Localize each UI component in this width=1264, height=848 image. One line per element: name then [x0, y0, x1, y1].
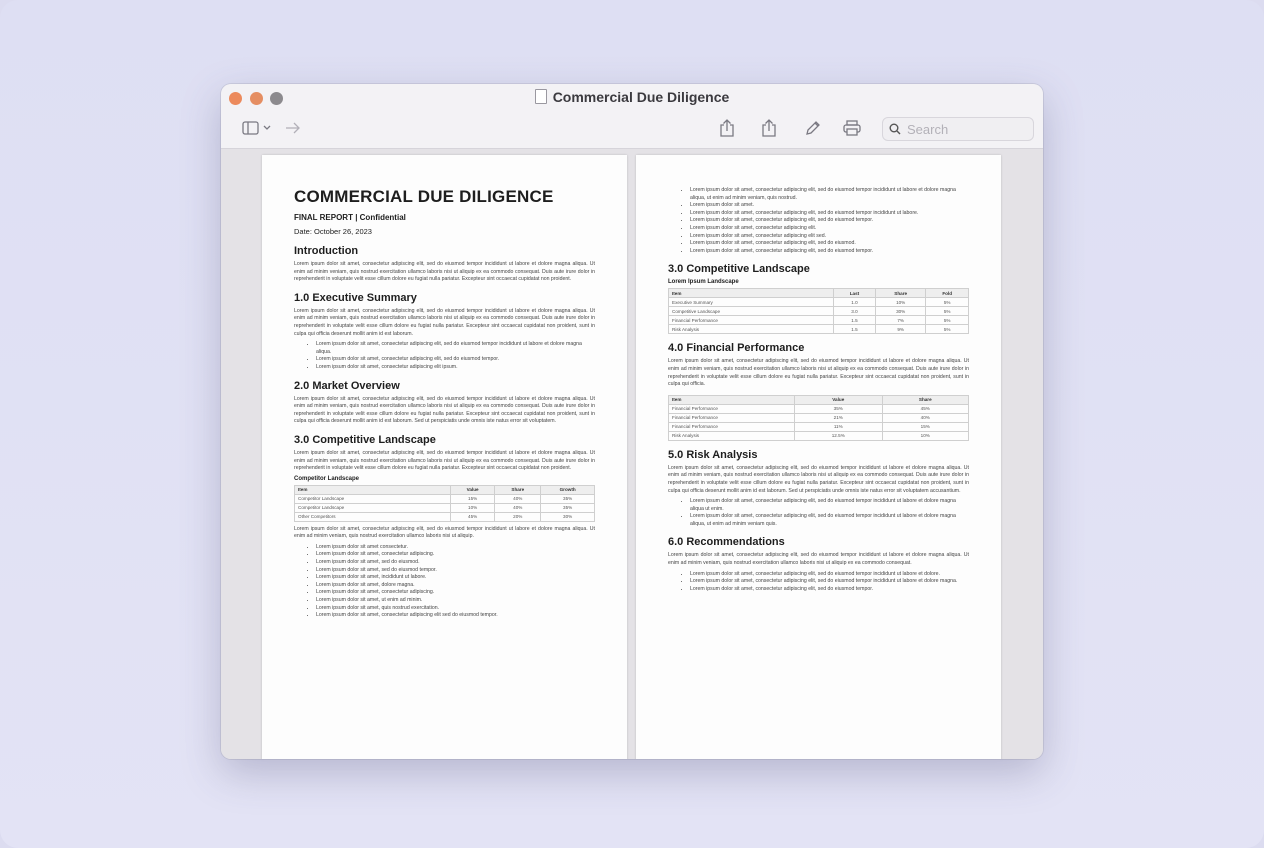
share-alt-icon: [761, 119, 777, 137]
landscape-table: [668, 288, 969, 334]
executive-summary-section: [294, 292, 595, 372]
search-icon: [889, 123, 901, 135]
preview-window: [221, 84, 1043, 759]
list-item: • Lorem ipsum dolor sit amet consectetur.: [316, 544, 595, 552]
search-input[interactable]: [905, 121, 1027, 138]
list-item: • Lorem ipsum dolor sit amet, consectetur adipiscing elit, sed do eiusmod tempor incididunt ut labore.: [690, 210, 969, 218]
table-cell: Financial Performance: [669, 404, 795, 413]
table-cell: 40%: [882, 413, 968, 422]
share-icon: [719, 119, 735, 137]
window-title-area: [221, 89, 1043, 105]
paragraph: Lorem ipsum dolor sit amet, consectetur adipiscing elit, sed do eiusmod tempor incididunt ut labore et dolore magna aliqua. Ut enim ad minim veniam, quis nostrud exercitation ullamco laboris nisi ut aliquip ex ea commodo consequat. Duis aute irure dolor in reprehenderit in voluptate velit esse cillum dolore eu fugiat nulla pariatur. Excepteur sint occaecat cupidatat non proident.: [294, 449, 595, 472]
table-cell: 1.0: [834, 298, 876, 307]
table-cell: 15%: [882, 422, 968, 431]
table-cell: Financial Performance: [669, 316, 834, 325]
section-heading: 4.0 Financial Performance: [668, 342, 805, 355]
paragraph: Lorem ipsum dolor sit amet, consectetur adipiscing elit, sed do eiusmod tempor incididunt ut labore et dolore magna aliqua. Ut enim ad minim veniam, quis nostrud exercitation ullamco laboris nisi ut aliquip ex ea commodo consequat. Duis aute irure dolor in reprehenderit in voluptate velit esse cillum dolore eu fugiat nulla pariatur. Excepteur sint occaecat cupidatat non proident.: [294, 261, 595, 283]
list-item: • Lorem ipsum dolor sit amet, dolore magna.: [316, 582, 595, 590]
table-cell: Executive Summary: [669, 298, 834, 307]
title-bar: [221, 84, 1043, 149]
chevron-down-icon: [263, 125, 271, 131]
table-cell: 12.5%: [795, 431, 883, 440]
table-cell: 10%: [875, 298, 925, 307]
table-cell: 5%: [926, 316, 969, 325]
table-row: [669, 431, 969, 440]
list-item: • Lorem ipsum dolor sit amet, consectetur adipiscing.: [316, 551, 595, 559]
list-item: • Lorem ipsum dolor sit amet, consectetur adipiscing elit, sed do eiusmod tempor.: [690, 248, 969, 256]
document-icon: [535, 89, 547, 104]
section-heading: 2.0 Market Overview: [294, 379, 400, 392]
financial-table: [668, 395, 969, 441]
bullet-list: [294, 544, 595, 620]
table-cell: Financial Performance: [669, 422, 795, 431]
markup-button[interactable]: [803, 118, 823, 138]
bullet-list: [294, 341, 595, 371]
document-title: COMMERCIAL DUE DILIGENCE: [294, 187, 554, 206]
table-cell: Other Competitors: [295, 512, 451, 521]
table-cell: 10%: [451, 503, 495, 512]
section-heading: 3.0 Competitive Landscape: [668, 263, 810, 276]
table-header: Value: [795, 395, 883, 404]
list-item: • Lorem ipsum dolor sit amet, quis nostrud exercitation.: [316, 605, 595, 613]
paragraph: Lorem ipsum dolor sit amet, consectetur adipiscing elit, sed do eiusmod tempor incididunt ut labore et dolore magna aliqua. Ut enim ad minim veniam, quis nostrud exercitation ullamco laboris nisi ut aliquip ex ea commodo consequat. Duis aute irure dolor in reprehenderit in voluptate velit esse cillum dolore eu fugiat nulla pariatur. Excepteur sint occaecat cupidatat non proident, sunt in culpa qui officia deserunt mollit anim id est laborum. Sed ut perspiciatis unde omnis iste natus error sit voluptatem.: [294, 395, 595, 425]
share-button[interactable]: [717, 118, 737, 138]
paragraph: Lorem ipsum dolor sit amet, consectetur adipiscing elit, sed do eiusmod tempor incididunt ut labore et dolore magna aliqua. Ut enim ad minim veniam, quis nostrud exercitation ullamco laboris nisi ut aliquip ex ea commodo consequat. Duis aute irure dolor in reprehenderit in voluptate velit esse cillum dolore eu fugiat nulla pariatur. Excepteur sint occaecat cupidatat non proident, sunt in culpa qui officia deserunt mollit anim id est laborum. Sed ut perspiciatis unde omnis iste natus error sit voluptatem accusantium.: [668, 464, 969, 494]
list-item: • Lorem ipsum dolor sit amet, consectetur adipiscing elit, sed do eiusmod tempor incididunt ut labore et dolore magna.: [690, 578, 969, 586]
section-heading: 3.0 Competitive Landscape: [294, 433, 436, 446]
paragraph: Lorem ipsum dolor sit amet, consectetur adipiscing elit, sed do eiusmod tempor incididunt ut labore et dolore magna aliqua. Ut enim ad minim veniam, quis nostrud exercitation ullamco laboris nisi ut aliquip.: [294, 525, 595, 540]
table-row: [295, 494, 595, 503]
list-item: • Lorem ipsum dolor sit amet, incididunt ut labore.: [316, 574, 595, 582]
risk-analysis-section: [668, 449, 969, 529]
table-cell: 30%: [875, 307, 925, 316]
list-item: • Lorem ipsum dolor sit amet, consectetur adipiscing elit sed.: [690, 233, 969, 241]
financial-performance-section: [668, 342, 969, 440]
list-item: • Lorem ipsum dolor sit amet, consectetur adipiscing elit ipsum.: [316, 364, 595, 372]
table-header-row: [295, 485, 595, 494]
list-item: • Lorem ipsum dolor sit amet.: [690, 202, 969, 210]
sidebar-toggle-icon: [242, 121, 260, 135]
table-cell: 30%: [541, 512, 595, 521]
table-row: [669, 298, 969, 307]
search-field[interactable]: [882, 117, 1034, 141]
forward-arrow-icon: [285, 122, 301, 134]
market-overview-section: [294, 380, 595, 426]
table-cell: 9%: [875, 325, 925, 334]
list-item: • Lorem ipsum dolor sit amet, consectetur adipiscing elit, sed do eiusmod tempor.: [690, 586, 969, 594]
table-cell: Competitor Landscape: [295, 503, 451, 512]
list-item: • Lorem ipsum dolor sit amet, consectetur adipiscing elit, sed do eiusmod tempor incididunt ut labore et dolore magna aliqua.: [316, 341, 595, 356]
table-row: [669, 316, 969, 325]
list-item: • Lorem ipsum dolor sit amet, sed do eiusmod tempor.: [316, 567, 595, 575]
table-row: [669, 307, 969, 316]
list-item: • Lorem ipsum dolor sit amet, consectetur adipiscing elit.: [690, 225, 969, 233]
table-cell: Risk Analysis: [669, 431, 795, 440]
table-cell: 7%: [875, 316, 925, 325]
list-item: • Lorem ipsum dolor sit amet, consectetur adipiscing elit, sed do eiusmod tempor incididunt ut labore et dolore magna aliqua, ut enim ad minim veniam quis.: [690, 513, 969, 528]
table-cell: 21%: [795, 413, 883, 422]
list-item: • Lorem ipsum dolor sit amet, sed do eiusmod.: [316, 559, 595, 567]
competitive-landscape-section: [294, 434, 595, 620]
table-cell: 3.0: [834, 307, 876, 316]
table-cell: 40%: [495, 494, 541, 503]
window-title: Commercial Due Diligence: [552, 89, 730, 105]
list-item: • Lorem ipsum dolor sit amet, consectetur adipiscing elit, sed do eiusmod tempor incididunt ut labore et dolore magna aliqua ut enim.: [690, 498, 969, 513]
section-heading: 1.0 Executive Summary: [294, 291, 417, 304]
printer-icon: [843, 120, 861, 136]
paragraph: Lorem ipsum dolor sit amet, consectetur adipiscing elit, sed do eiusmod tempor incididunt ut labore et dolore magna aliqua. Ut enim ad minim veniam, quis nostrud exercitation ullamco laboris nisi ut aliquip ex ea commodo consequat. Duis aute irure dolor in reprehenderit in voluptate velit esse cillum dolore eu fugiat nulla pariatur. Excepteur sint occaecat cupidatat non proident, sunt in culpa qui officia deserunt mollit anim id est laborum.: [294, 307, 595, 337]
forward-button[interactable]: [283, 118, 303, 138]
pencil-icon: [805, 120, 821, 136]
document-subtitle: FINAL REPORT | Confidential: [294, 213, 406, 222]
list-item: • Lorem ipsum dolor sit amet, ut enim ad minim.: [316, 597, 595, 605]
list-item: • Lorem ipsum dolor sit amet, consectetur adipiscing.: [316, 589, 595, 597]
table-cell: 11%: [795, 422, 883, 431]
document-date: Date: October 26, 2023: [294, 227, 372, 236]
table-cell: 40%: [495, 503, 541, 512]
competitor-table: [294, 485, 595, 522]
table-cell: 20%: [495, 512, 541, 521]
table-row: [669, 413, 969, 422]
table-row: [669, 325, 969, 334]
table-cell: 1.5: [834, 325, 876, 334]
table-cell: Competitive Landscape: [669, 307, 834, 316]
list-item: • Lorem ipsum dolor sit amet, consectetur adipiscing elit, sed do eiusmod tempor incididunt ut labore et dolore.: [690, 571, 969, 579]
table-cell: 35%: [795, 404, 883, 413]
table-cell: 35%: [541, 503, 595, 512]
recommendations-section: [668, 536, 969, 593]
list-item: • Lorem ipsum dolor sit amet, consectetur adipiscing elit, sed do eiusmod tempor incididunt ut labore et dolore magna aliqua, ut enim ad minim veniam, quis nostrud.: [690, 187, 969, 202]
table-header: Item: [669, 289, 834, 298]
table-header: Growth: [541, 485, 595, 494]
bullet-list: [668, 498, 969, 528]
section-heading: 5.0 Risk Analysis: [668, 448, 758, 461]
sidebar-toggle-button[interactable]: [239, 118, 273, 138]
introduction-section: [294, 245, 595, 284]
table-header-row: [669, 395, 969, 404]
table-header-row: [669, 289, 969, 298]
list-item: • Lorem ipsum dolor sit amet, consectetur adipiscing elit, sed do eiusmod.: [690, 240, 969, 248]
table-header: Share: [495, 485, 541, 494]
table-header: Last: [834, 289, 876, 298]
section-heading: Introduction: [294, 245, 359, 257]
bullet-list: [668, 187, 969, 255]
share-alt-button[interactable]: [759, 118, 779, 138]
table-cell: 15%: [451, 494, 495, 503]
table-cell: 1.5: [834, 316, 876, 325]
table-header: Share: [882, 395, 968, 404]
list-item: • Lorem ipsum dolor sit amet, consectetur adipiscing elit, sed do eiusmod tempor.: [690, 217, 969, 225]
table-cell: Financial Performance: [669, 413, 795, 422]
table-caption: Lorem Ipsum Landscape: [668, 279, 739, 286]
competitive-landscape-section: [668, 263, 969, 334]
table-row: [295, 503, 595, 512]
table-row: [669, 422, 969, 431]
table-row: [295, 512, 595, 521]
table-cell: Competitor Landscape: [295, 494, 451, 503]
document-viewer[interactable]: [221, 149, 1043, 759]
table-cell: 5%: [926, 307, 969, 316]
table-header: Item: [669, 395, 795, 404]
bullet-list: [668, 571, 969, 594]
table-cell: 5%: [926, 298, 969, 307]
table-header: Value: [451, 485, 495, 494]
list-item: • Lorem ipsum dolor sit amet, consectetur adipiscing elit, sed do eiusmod tempor.: [316, 356, 595, 364]
table-caption: Competitor Landscape: [294, 475, 360, 482]
table-cell: 10%: [882, 431, 968, 440]
table-row: [669, 404, 969, 413]
table-header: Fold: [926, 289, 969, 298]
paragraph: Lorem ipsum dolor sit amet, consectetur adipiscing elit, sed do eiusmod tempor incididunt ut labore et dolore magna aliqua. Ut enim ad minim veniam, quis nostrud exercitation ullamco laboris nisi ut aliquip ex ea commodo consequat. Duis aute irure dolor in reprehenderit in voluptate velit esse cillum dolore eu fugiat nulla pariatur. Excepteur sint occaecat cupidatat non proident, sunt in culpa qui officia.: [668, 358, 969, 388]
table-cell: 5%: [926, 325, 969, 334]
page-1: [262, 155, 627, 759]
table-cell: 45%: [882, 404, 968, 413]
page-2: [636, 155, 1001, 759]
table-cell: Risk Analysis: [669, 325, 834, 334]
table-cell: 35%: [541, 494, 595, 503]
print-button[interactable]: [841, 118, 863, 138]
table-header: Share: [875, 289, 925, 298]
table-header: Item: [295, 485, 451, 494]
section-heading: 6.0 Recommendations: [668, 536, 785, 549]
list-item: • Lorem ipsum dolor sit amet, consectetur adipiscing elit sed do eiusmod tempor.: [316, 612, 595, 620]
table-cell: 45%: [451, 512, 495, 521]
paragraph: Lorem ipsum dolor sit amet, consectetur adipiscing elit, sed do eiusmod tempor incididunt ut labore et dolore magna aliqua. Ut enim ad minim veniam, quis nostrud exercitation ullamco laboris nisi ut aliquip ex ea commodo consequat.: [668, 552, 969, 567]
